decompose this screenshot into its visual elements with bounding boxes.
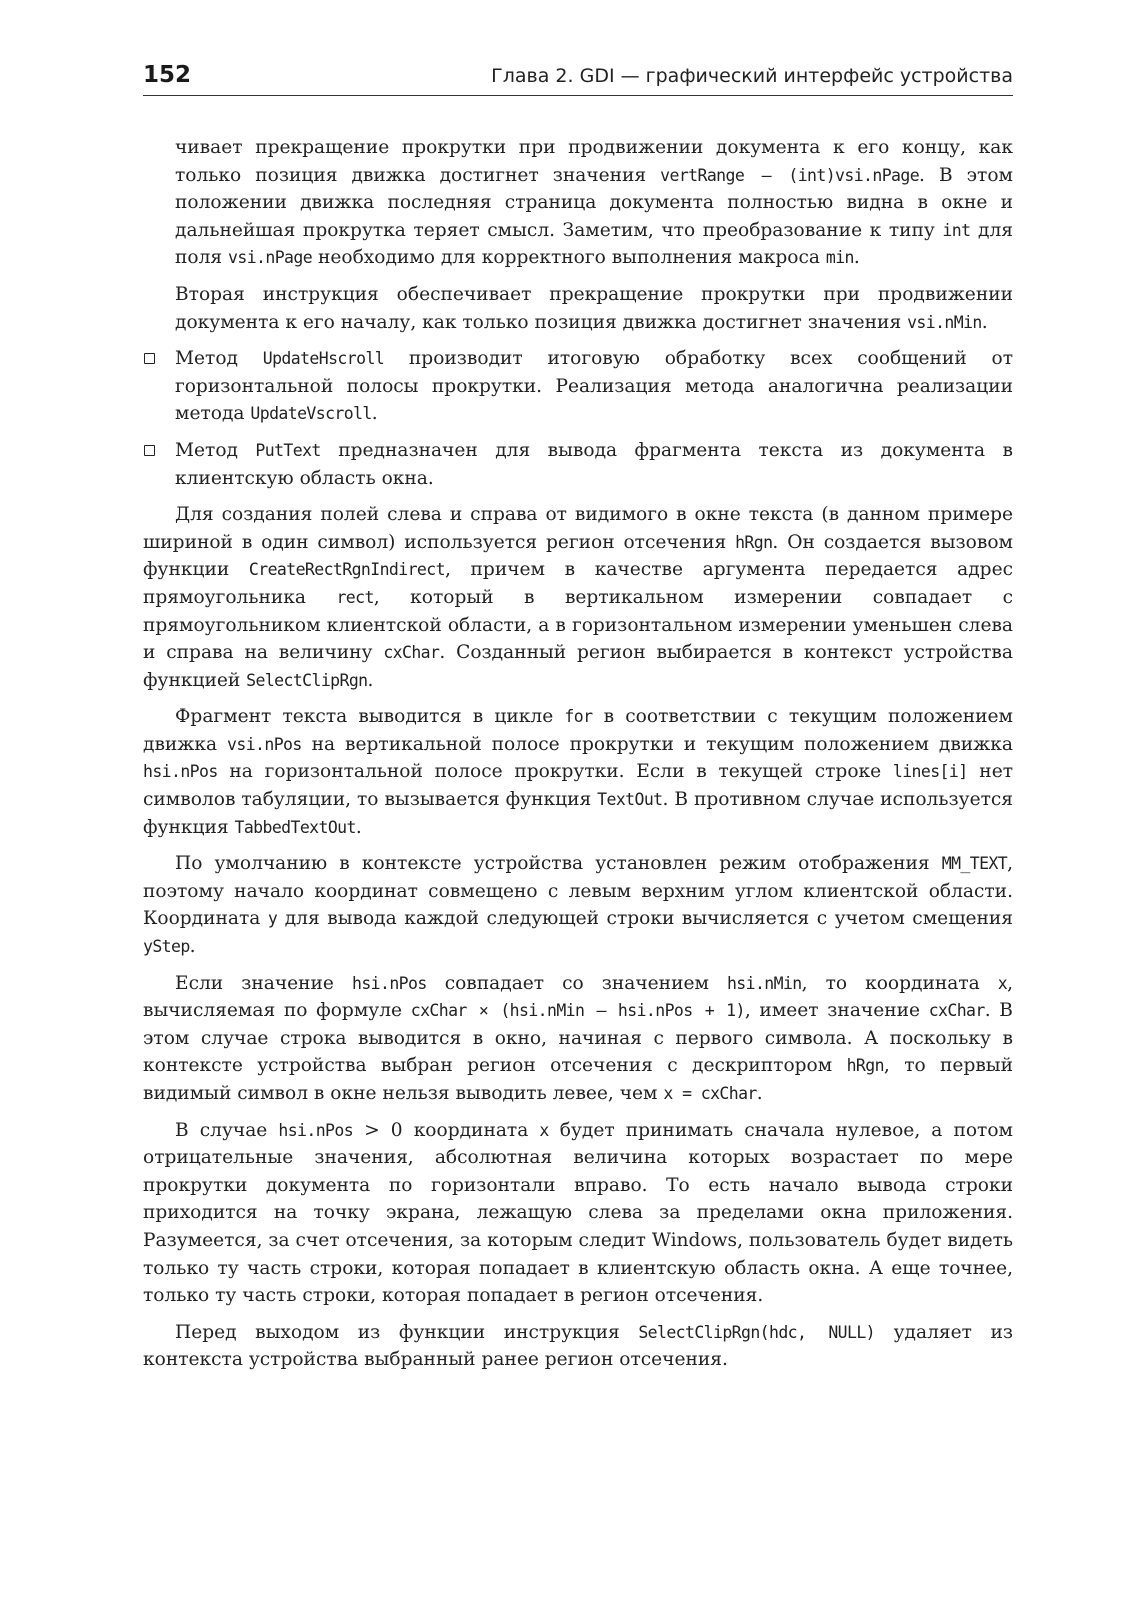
text: . <box>367 669 374 691</box>
code-term: PutText <box>255 440 321 460</box>
code-term: TextOut <box>597 790 663 810</box>
text: необходимо для корректного выполнения макроса <box>312 247 826 269</box>
text: . Созданный регион выбирается в контекст устройства функцией <box>143 642 1013 691</box>
paragraph-mapping-mode <box>143 850 1013 960</box>
code-term: min <box>825 248 854 268</box>
code-term: x <box>997 973 1008 993</box>
code-term: cxChar <box>383 643 440 663</box>
paragraph-remove-clip <box>143 1319 1013 1374</box>
text: . В этом положении движка последняя страница документа полностью видна в окне и дальнейшая прокрутка теряет смысл. Заметим, что преобразование к типу <box>175 164 1013 241</box>
text: Для создания полей слева и справа от видимого в окне текста (в данном примере шириной в один символ) используется регион отсечения <box>143 504 1013 553</box>
code-term: vertRange – (int)vsi.nPage <box>660 165 920 185</box>
text: . В этом случае строка выводится в окно, начиная с первого символа. А поскольку в контексте устройства выбран регион отсечения с дескриптором <box>143 1000 1013 1077</box>
code-term: hsi.nMin <box>726 973 802 993</box>
text: . <box>756 1083 763 1104</box>
text: для поля <box>175 219 1013 269</box>
text: , вычисляемая по формуле <box>143 972 1014 1022</box>
text: будет принимать сначала нулевое, а потом отрицательные значения, абсолютная величина которых возрастает по мере прокрутки документа по горизонтали вправо. То есть начало вывода строки приходится на точку экрана, лежащую слева за пределами окна приложения. Разумеется, за счет отсечения, за которым следит Windows, пользователь будет видеть только ту часть строки, которая попадает в клиентскую область окна. А еще точнее, только ту часть строки, которая попадает в регион отсечения. <box>143 1119 1013 1307</box>
checkbox-bullet-icon <box>144 445 155 456</box>
text: совпадает со значением <box>426 972 727 994</box>
code-term: hsi.nPos <box>143 762 218 782</box>
text: В случае <box>175 1119 279 1141</box>
code-term: x <box>539 1120 549 1140</box>
code-term: hsi.nPos <box>351 973 427 993</box>
text: . <box>189 936 196 958</box>
text: . <box>853 247 860 269</box>
text: , то первый видимый символ в окне нельзя выводить левее, чем <box>143 1055 1014 1104</box>
text: , поэтому начало координат совмещено с левым верхним углом клиентской области. Координата <box>143 853 1013 930</box>
text: . <box>981 311 988 333</box>
running-head: Глава 2. GDI — графический интерфейс устройства <box>491 65 1013 87</box>
code-term: hsi.nPos <box>278 1120 354 1140</box>
text: предназначен для вывода фрагмента текста из документа в клиентскую область окна. <box>175 439 1013 489</box>
text: > 0 координата <box>353 1119 540 1141</box>
text: Фрагмент текста выводится в цикле <box>175 706 565 728</box>
text: , причем в качестве аргумента передается адрес прямоугольника <box>143 559 1013 608</box>
checkbox-bullet-icon <box>144 353 155 364</box>
paragraph-text-output-loop <box>143 703 1013 841</box>
code-term: UpdateHscroll <box>262 349 385 369</box>
paragraph-second-instruction <box>143 281 1013 336</box>
text: , который в вертикальном измерении совпадает с прямоугольником клиентской области, а в горизонтальном измерении уменьшен слева и справа на величину <box>143 586 1013 664</box>
code-term: rect <box>336 587 374 607</box>
code-term: x = cxChar <box>663 1084 757 1103</box>
paragraph-clip-region <box>143 501 1013 694</box>
text: . Он создается вызовом функции <box>143 531 1013 581</box>
text: Метод <box>175 439 256 461</box>
code-term: vsi.nPage <box>228 248 313 268</box>
code-term: y <box>267 909 278 929</box>
text: чивает прекращение прокрутки при продвижении документа к его концу, как только позиция движка достигнет значения <box>175 137 1013 186</box>
text: , то координата <box>801 972 998 994</box>
code-term: cxChar × (hsi.nMin – hsi.nPos + 1) <box>410 1001 745 1021</box>
code-term: SelectClipRgn(hdc, NULL) <box>638 1322 876 1342</box>
list-item-updatehscroll <box>143 345 1013 428</box>
text: на горизонтальной полосе прокрутки. Если в текущей строке <box>217 761 893 783</box>
text: . В противном случае используется функция <box>143 789 1014 838</box>
text: для вывода каждой следующей строки вычисляется с учетом смещения <box>277 908 1013 930</box>
text: в соответствии с текущим положением движка <box>143 706 1013 755</box>
page-header <box>143 58 1013 96</box>
list-item-puttext <box>143 437 1013 492</box>
text: Метод <box>175 348 263 370</box>
code-term: lines[i] <box>892 762 968 782</box>
text: Вторая инструкция обеспечивает прекращение прокрутки при продвижении документа к его началу, как только позиция движка достигнет значения <box>175 283 1013 333</box>
text: на вертикальной полосе прокрутки и текущим положением движка <box>301 733 1013 755</box>
paragraph-continuation <box>143 134 1013 272</box>
code-term: vsi.nPos <box>227 734 302 754</box>
code-term: yStep <box>143 937 190 957</box>
code-term: SelectClipRgn <box>246 670 368 690</box>
code-term: hRgn <box>735 532 773 552</box>
text: , имеет значение <box>744 1000 929 1022</box>
text: . <box>355 816 362 838</box>
text: . <box>371 403 378 425</box>
code-term: MM_TEXT <box>941 854 1008 874</box>
code-term: int <box>942 220 971 240</box>
text: Если значение <box>175 972 352 994</box>
text: удаляет из контекста устройства выбранный ранее регион отсечения. <box>143 1321 1014 1371</box>
page-body <box>143 134 1013 1383</box>
code-term: vsi.nMin <box>907 312 982 332</box>
paragraph-x-coordinate <box>143 970 1013 1108</box>
code-term: CreateRectRgnIndirect <box>248 560 445 580</box>
text: производит итоговую обработку всех сообщений от горизонтальной полосы прокрутки. Реализация метода аналогична реализации метода <box>175 348 1013 425</box>
code-term: cxChar <box>928 1001 985 1021</box>
page-number: 152 <box>143 62 192 88</box>
code-term: hRgn <box>846 1056 884 1076</box>
code-term: UpdateVscroll <box>250 404 372 424</box>
text: нет символов табуляции, то вызывается функция <box>143 761 1013 811</box>
text: По умолчанию в контексте устройства установлен режим отображения <box>175 853 942 875</box>
paragraph-negative-x <box>143 1117 1013 1310</box>
code-term: TabbedTextOut <box>234 817 356 837</box>
code-term: for <box>564 707 593 727</box>
text: Перед выходом из функции инструкция <box>175 1321 639 1343</box>
